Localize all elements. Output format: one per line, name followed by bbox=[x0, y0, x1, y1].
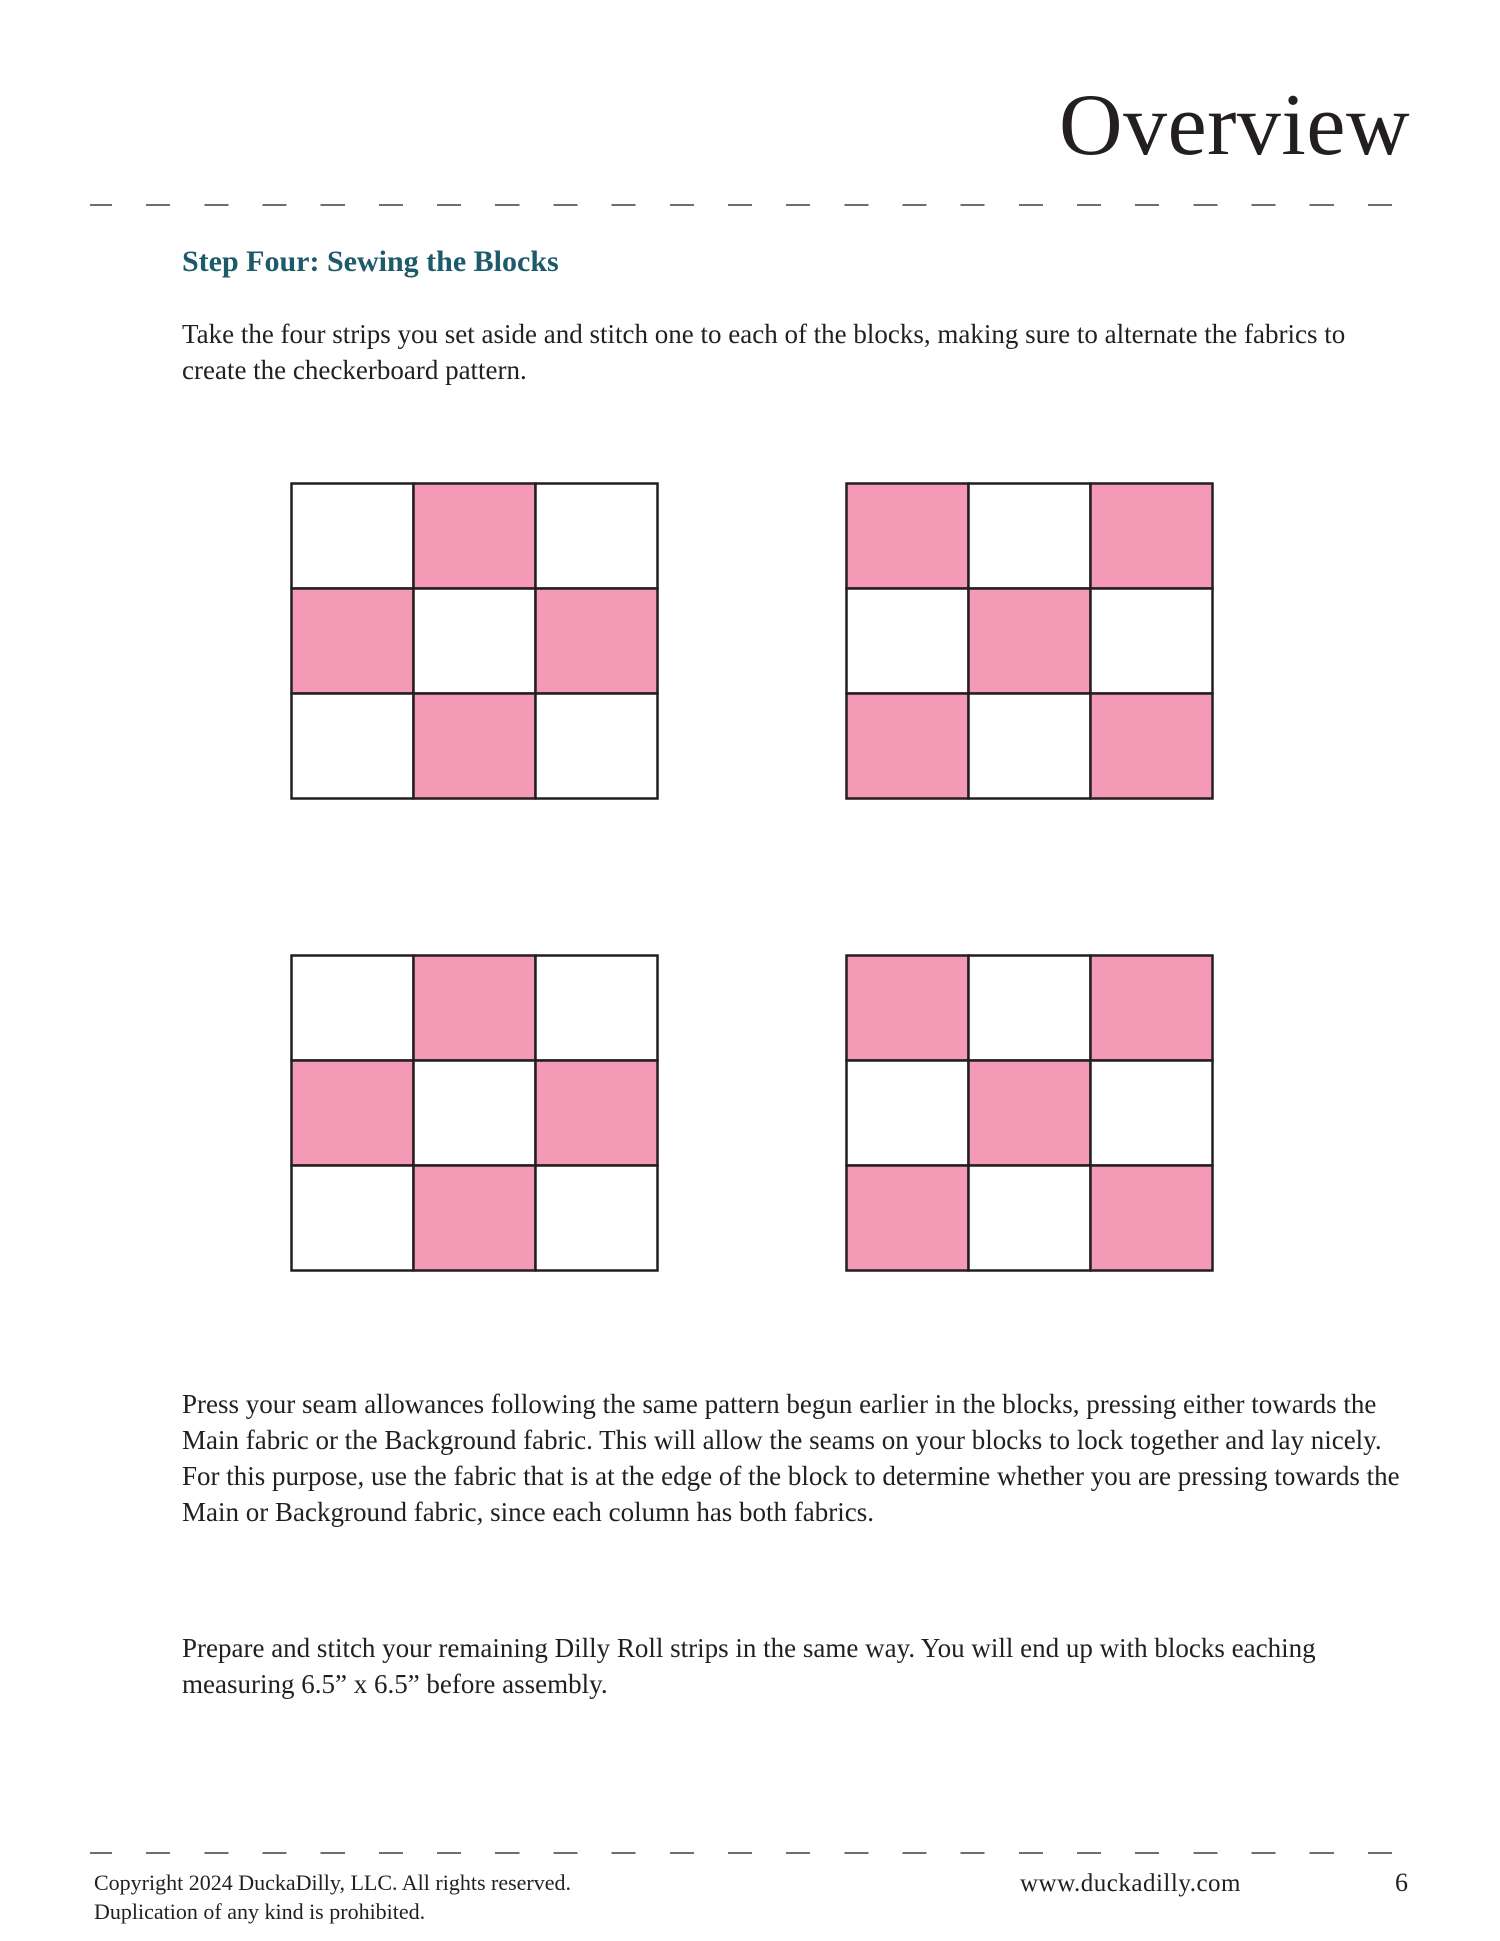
remaining-strips-paragraph: Prepare and stitch your remaining Dilly Roll strips in the same way. You will end up with blocks eaching measuring 6.5” x 6.5” before assembly. bbox=[182, 1633, 1316, 1699]
block-cell-white bbox=[969, 956, 1091, 1061]
checkerboard-block-3 bbox=[290, 954, 659, 1272]
block-cell-white bbox=[969, 484, 1091, 589]
block-cell-white bbox=[414, 589, 536, 694]
footer-copyright bbox=[94, 1868, 571, 1926]
block-cell-pink bbox=[1091, 694, 1213, 799]
duplication-notice: Duplication of any kind is prohibited. bbox=[94, 1899, 426, 1924]
block-cell-pink bbox=[1091, 1166, 1213, 1271]
block-cell-white bbox=[292, 956, 414, 1061]
block-cell-white bbox=[414, 1061, 536, 1166]
block-cell-white bbox=[847, 589, 969, 694]
block-cell-pink bbox=[969, 1061, 1091, 1166]
block-svg bbox=[290, 482, 659, 800]
pressing-paragraph: Press your seam allowances following the same pattern begun earlier in the blocks, pressing either towards the Main fabric or the Background fabric. This will allow the seams on your blocks to lock together and lay nicely. For this purpose, use the fabric that is at the edge of the block to determine whether you are pressing towards the Main or Background fabric, since each column has both fabrics. bbox=[182, 1389, 1400, 1527]
block-cell-white bbox=[536, 694, 658, 799]
block-svg bbox=[290, 954, 659, 1272]
block-cell-pink bbox=[414, 956, 536, 1061]
block-cell-pink bbox=[414, 1166, 536, 1271]
block-cell-white bbox=[1091, 1061, 1213, 1166]
block-cell-pink bbox=[1091, 956, 1213, 1061]
block-cell-pink bbox=[1091, 484, 1213, 589]
website-link[interactable]: www.duckadilly.com bbox=[1020, 1870, 1241, 1897]
block-svg bbox=[845, 954, 1214, 1272]
block-cell-pink bbox=[536, 589, 658, 694]
copyright-line: Copyright 2024 DuckaDilly, LLC. All rights reserved. bbox=[94, 1870, 572, 1895]
block-cell-white bbox=[536, 484, 658, 589]
page-title: Overview bbox=[1059, 77, 1410, 174]
page-number: 6 bbox=[1395, 1868, 1408, 1897]
block-cell-white bbox=[1091, 589, 1213, 694]
checkerboard-block-2 bbox=[845, 482, 1214, 800]
block-cell-pink bbox=[847, 694, 969, 799]
block-cell-white bbox=[292, 484, 414, 589]
bottom-dashed-divider bbox=[90, 1852, 1412, 1854]
block-cell-white bbox=[292, 694, 414, 799]
block-cell-white bbox=[536, 956, 658, 1061]
block-cell-white bbox=[969, 1166, 1091, 1271]
block-cell-pink bbox=[292, 589, 414, 694]
checkerboard-block-4 bbox=[845, 954, 1214, 1272]
block-svg bbox=[845, 482, 1214, 800]
checkerboard-block-1 bbox=[290, 482, 659, 800]
block-cell-pink bbox=[536, 1061, 658, 1166]
block-cell-pink bbox=[414, 484, 536, 589]
block-cell-pink bbox=[969, 589, 1091, 694]
block-cell-pink bbox=[847, 1166, 969, 1271]
block-cell-pink bbox=[847, 484, 969, 589]
block-cell-pink bbox=[847, 956, 969, 1061]
intro-paragraph: Take the four strips you set aside and stitch one to each of the blocks, making sure to alternate the fabrics to create the checkerboard pattern. bbox=[182, 319, 1346, 385]
block-cell-pink bbox=[414, 694, 536, 799]
step-heading: Step Four: Sewing the Blocks bbox=[182, 245, 559, 278]
block-cell-pink bbox=[292, 1061, 414, 1166]
block-cell-white bbox=[536, 1166, 658, 1271]
block-cell-white bbox=[969, 694, 1091, 799]
top-dashed-divider bbox=[90, 204, 1412, 206]
block-cell-white bbox=[847, 1061, 969, 1166]
block-cell-white bbox=[292, 1166, 414, 1271]
